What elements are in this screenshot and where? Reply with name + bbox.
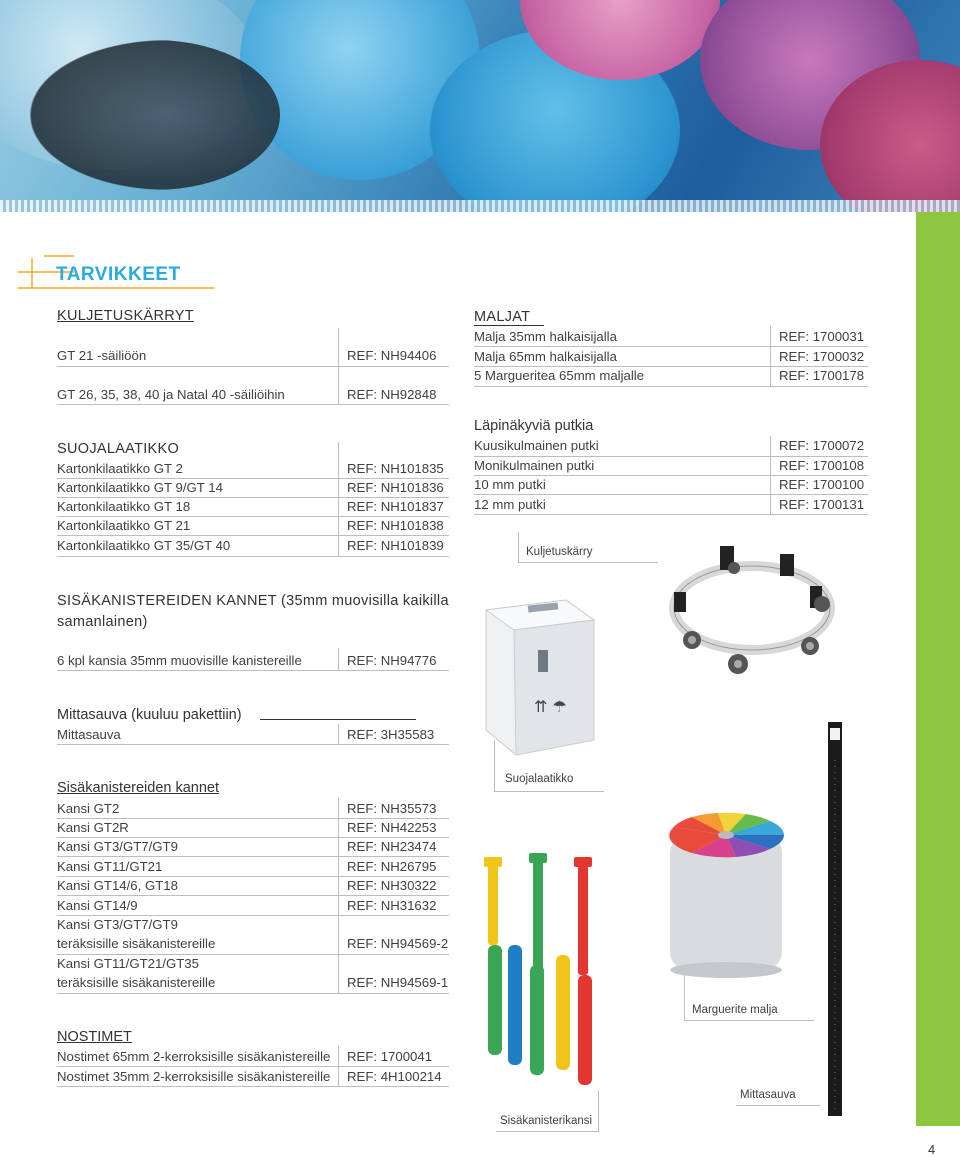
item-name: Nostimet 65mm 2-kerroksisille sisäkanistereille bbox=[57, 1049, 331, 1064]
item-ref: REF: 4H100214 bbox=[347, 1069, 442, 1084]
row-divider bbox=[57, 837, 449, 838]
row-divider bbox=[57, 404, 449, 405]
item-ref: REF: NH92848 bbox=[347, 387, 437, 402]
item-name: Kansi GT14/9 bbox=[57, 898, 138, 913]
canister-lids-photo bbox=[478, 845, 628, 1085]
protective-box-photo bbox=[476, 590, 606, 760]
row-divider bbox=[474, 494, 868, 495]
item-ref: REF: 1700108 bbox=[779, 458, 865, 473]
item-ref: REF: NH35573 bbox=[347, 801, 437, 816]
row-divider bbox=[57, 1066, 449, 1067]
item-ref: REF: 3H35583 bbox=[347, 727, 435, 742]
item-name: Kartonkilaatikko GT 21 bbox=[57, 518, 191, 533]
item-name: 5 Margueritea 65mm maljalle bbox=[474, 368, 645, 383]
section-heading-suojalaatikko: SUOJALAATIKKO bbox=[57, 441, 180, 457]
item-ref: REF: NH31632 bbox=[347, 898, 437, 913]
row-divider bbox=[57, 366, 449, 367]
caption-mittasauva: Mittasauva bbox=[740, 1089, 796, 1101]
row-divider bbox=[474, 475, 868, 476]
item-ref: REF: NH30322 bbox=[347, 878, 437, 893]
item-name: Kansi GT3/GT7/GT9 bbox=[57, 839, 178, 854]
svg-text:⇈ ☂: ⇈ ☂ bbox=[534, 697, 567, 716]
column-divider bbox=[770, 326, 771, 386]
accent-side-bar bbox=[916, 212, 960, 1126]
marguerite-dish-photo bbox=[662, 795, 792, 980]
item-name: Mittasauva bbox=[57, 727, 121, 742]
row-divider bbox=[474, 386, 868, 387]
heading-underline bbox=[474, 325, 544, 326]
row-divider bbox=[57, 497, 449, 498]
row-divider bbox=[57, 876, 449, 877]
caption-leader bbox=[494, 740, 495, 792]
column-divider bbox=[338, 724, 339, 744]
caption-marguerite: Marguerite malja bbox=[692, 1004, 778, 1016]
section-heading-putkia: Läpinäkyviä putkia bbox=[474, 418, 594, 434]
section-heading-kannet-line1: SISÄKANISTEREIDEN KANNET (35mm muovisilla kaikilla bbox=[57, 593, 449, 609]
row-divider bbox=[57, 856, 449, 857]
item-ref: REF: NH94569-1 bbox=[347, 975, 449, 990]
item-ref: REF: NH94569-2 bbox=[347, 936, 449, 951]
section-heading-sisakannet: Sisäkanistereiden kannet bbox=[57, 780, 220, 796]
item-ref: REF: 1700032 bbox=[779, 349, 865, 364]
item-name: 10 mm putki bbox=[474, 477, 546, 492]
item-ref: REF: 1700131 bbox=[779, 497, 865, 512]
section-heading-nostimet: NOSTIMET bbox=[57, 1029, 132, 1045]
row-divider bbox=[57, 744, 449, 745]
caption-kuljetuskarry: Kuljetuskärry bbox=[526, 546, 593, 558]
item-ref: REF: NH94776 bbox=[347, 653, 437, 668]
item-name: 6 kpl kansia 35mm muovisille kanistereille bbox=[57, 653, 302, 668]
row-divider bbox=[474, 456, 868, 457]
row-divider bbox=[57, 1086, 449, 1087]
row-divider bbox=[57, 915, 449, 916]
item-ref: REF: NH101839 bbox=[347, 538, 444, 553]
item-name: Kansi GT2 bbox=[57, 801, 120, 816]
column-divider bbox=[338, 442, 339, 557]
measuring-rod-photo bbox=[820, 720, 850, 1118]
caption-leader bbox=[518, 532, 519, 562]
item-name: Kansi GT11/GT21/GT35 bbox=[57, 956, 199, 971]
cart-photo bbox=[660, 536, 845, 686]
row-divider bbox=[474, 346, 868, 347]
item-ref: REF: NH23474 bbox=[347, 839, 437, 854]
caption-leader bbox=[684, 975, 685, 1020]
item-name: Kartonkilaatikko GT 18 bbox=[57, 499, 191, 514]
section-heading-mittasauva: Mittasauva (kuuluu pakettiin) bbox=[57, 707, 242, 723]
item-name: Kuusikulmainen putki bbox=[474, 438, 599, 453]
item-ref: REF: NH94406 bbox=[347, 348, 437, 363]
item-ref: REF: NH101835 bbox=[347, 461, 444, 476]
row-divider bbox=[57, 993, 449, 994]
row-divider bbox=[57, 670, 449, 671]
caption-leader bbox=[494, 791, 604, 792]
item-name: Kansi GT2R bbox=[57, 820, 129, 835]
item-name: Kartonkilaatikko GT 2 bbox=[57, 461, 183, 476]
item-ref: REF: 1700041 bbox=[347, 1049, 433, 1064]
hero-photo bbox=[0, 0, 960, 212]
caption-sisakanisterikansi: Sisäkanisterikansi bbox=[500, 1115, 593, 1127]
section-heading-maljat: MALJAT bbox=[474, 309, 531, 325]
item-name: Malja 65mm halkaisijalla bbox=[474, 349, 617, 364]
row-divider bbox=[57, 516, 449, 517]
item-name: Monikulmainen putki bbox=[474, 458, 595, 473]
item-name: Kartonkilaatikko GT 35/GT 40 bbox=[57, 538, 231, 553]
item-ref: REF: 1700072 bbox=[779, 438, 865, 453]
column-divider bbox=[338, 648, 339, 670]
caption-leader bbox=[598, 1090, 599, 1132]
item-name: GT 26, 35, 38, 40 ja Natal 40 -säiliöihin bbox=[57, 387, 285, 402]
column-divider bbox=[338, 798, 339, 994]
heading-underline bbox=[260, 719, 416, 720]
section-heading-kuljetuskarryt: KULJETUSKÄRRYT bbox=[57, 308, 194, 324]
item-name: teräksisille sisäkanistereille bbox=[57, 975, 216, 990]
row-divider bbox=[57, 818, 449, 819]
item-name: 12 mm putki bbox=[474, 497, 546, 512]
item-name: Kansi GT11/GT21 bbox=[57, 859, 163, 874]
row-divider bbox=[57, 954, 449, 955]
item-ref: REF: 1700100 bbox=[779, 477, 865, 492]
row-divider bbox=[57, 535, 449, 536]
section-heading-kannet-line2: samanlainen) bbox=[57, 614, 148, 630]
item-name: GT 21 -säiliöön bbox=[57, 348, 147, 363]
item-ref: REF: NH42253 bbox=[347, 820, 437, 835]
row-divider bbox=[474, 366, 868, 367]
item-ref: REF: NH26795 bbox=[347, 859, 437, 874]
page-number: 4 bbox=[928, 1142, 936, 1157]
item-name: Nostimet 35mm 2-kerroksisille sisäkanistereille bbox=[57, 1069, 331, 1084]
caption-leader bbox=[736, 1105, 820, 1106]
item-name: Kansi GT14/6, GT18 bbox=[57, 878, 178, 893]
item-ref: REF: NH101837 bbox=[347, 499, 444, 514]
row-divider bbox=[57, 556, 449, 557]
item-ref: REF: NH101838 bbox=[347, 518, 444, 533]
item-name: teräksisille sisäkanistereille bbox=[57, 936, 216, 951]
item-ref: REF: 1700178 bbox=[779, 368, 865, 383]
caption-leader bbox=[496, 1131, 598, 1132]
item-ref: REF: NH101836 bbox=[347, 480, 444, 495]
caption-leader bbox=[518, 562, 658, 563]
page-title: TARVIKKEET bbox=[56, 264, 181, 285]
item-ref: REF: 1700031 bbox=[779, 329, 865, 344]
row-divider bbox=[57, 478, 449, 479]
item-name: Kansi GT3/GT7/GT9 bbox=[57, 917, 178, 932]
caption-suojalaatikko: Suojalaatikko bbox=[505, 773, 574, 785]
row-divider bbox=[57, 895, 449, 896]
row-divider bbox=[474, 514, 868, 515]
item-name: Kartonkilaatikko GT 9/GT 14 bbox=[57, 480, 223, 495]
item-name: Malja 35mm halkaisijalla bbox=[474, 329, 617, 344]
caption-leader bbox=[684, 1020, 814, 1021]
